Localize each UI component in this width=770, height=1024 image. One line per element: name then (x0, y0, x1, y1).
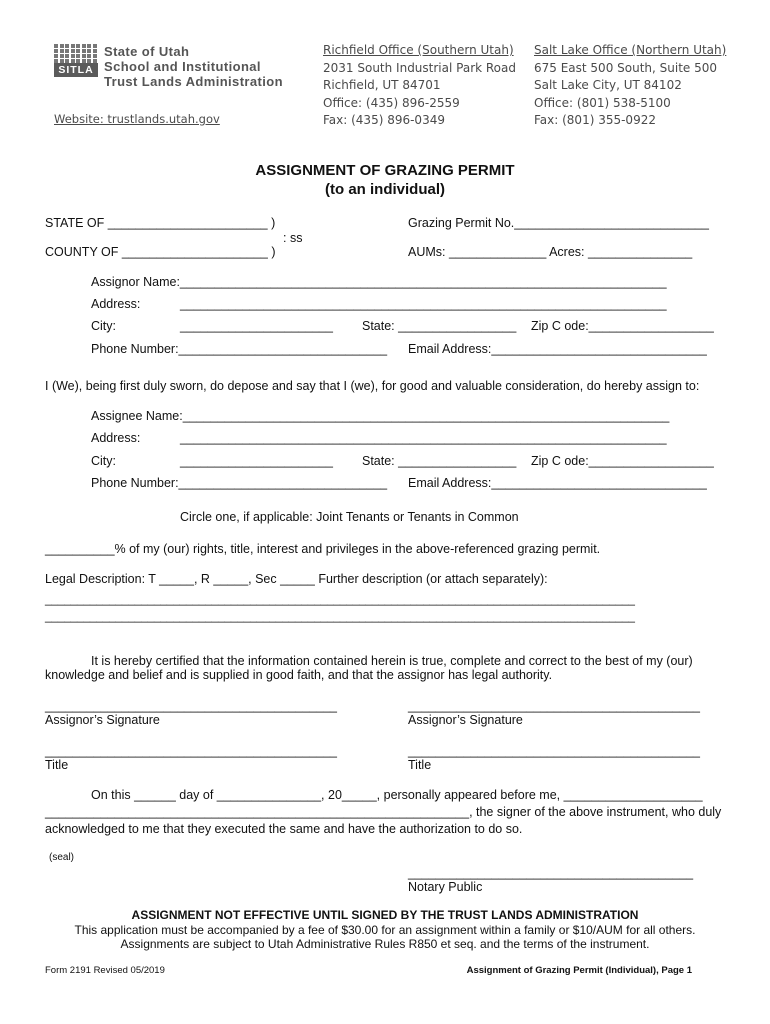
logo-grid-cell (60, 54, 64, 58)
ss-label: : ss (283, 231, 303, 245)
percent-rights-field[interactable]: __________% of my (our) rights, title, interest and privileges in the above-referenced grazing permit. (45, 542, 601, 556)
office-city: Salt Lake City, UT 84102 (534, 78, 682, 93)
logo-grid-cell (87, 54, 91, 58)
office-street: 675 East 500 South, Suite 500 (534, 60, 718, 75)
title-label: Title (45, 758, 69, 772)
form-title: ASSIGNMENT OF GRAZING PERMIT (255, 162, 515, 179)
logo-grid-cell (76, 44, 80, 48)
assignee-state-field[interactable]: State: _________________ (362, 454, 517, 468)
logo-grid-cell (76, 49, 80, 53)
aums-acres-field[interactable]: AUMs: ______________ Acres: _______________ (408, 245, 693, 259)
assignee-city-field[interactable]: ______________________ (180, 454, 333, 468)
legal-description-line[interactable]: ____________________________________________________________________________________________ (45, 609, 635, 623)
logo-grid-cell (93, 54, 97, 58)
sworn-statement: I (We), being first duly sworn, do depose and say that I (we), for good and valuable consideration, do hereby assign to: (45, 379, 700, 393)
assignee-email-field[interactable]: Email Address:_______________________________ (408, 476, 707, 490)
assignor-zip-field[interactable]: Zip C ode:__________________ (531, 319, 714, 333)
assignor-email-field[interactable]: Email Address:_______________________________ (408, 342, 707, 356)
assignor-signature-line[interactable]: __________________________________________ (408, 699, 700, 713)
agency-name-line1: State of Utah (104, 44, 190, 59)
assignor-phone-field[interactable]: Phone Number:______________________________ (91, 342, 388, 356)
title-line[interactable]: __________________________________________ (408, 744, 700, 758)
logo-grid-cell (54, 49, 58, 53)
office-street: 2031 South Industrial Park Road (323, 60, 516, 75)
notary-public-label: Notary Public (408, 880, 483, 894)
assignee-name-field[interactable]: Assignee Name:______________________________________________________________________ (91, 409, 670, 423)
assignee-zip-field[interactable]: Zip C ode:__________________ (531, 454, 714, 468)
office-name: Salt Lake Office (Northern Utah) (534, 43, 727, 57)
agency-name-line2: School and Institutional (104, 59, 261, 74)
assignor-name-field[interactable]: Assignor Name:______________________________________________________________________ (91, 275, 667, 289)
logo-grid-cell (82, 49, 86, 53)
logo-grid-cell (87, 44, 91, 48)
grazing-permit-no-field[interactable]: Grazing Permit No.____________________________ (408, 216, 709, 230)
logo-grid-cell (54, 54, 58, 58)
logo-grid-cell (82, 54, 86, 58)
legal-description-line[interactable]: ____________________________________________________________________________________________ (45, 592, 635, 606)
logo-grid-cell (60, 49, 64, 53)
logo-grid-cell (65, 54, 69, 58)
office-city: Richfield, UT 84701 (323, 78, 441, 93)
county-of-field[interactable]: COUNTY OF _____________________ ) (45, 245, 276, 259)
assignor-signature-label: Assignor’s Signature (408, 713, 523, 727)
assignee-address-field[interactable]: ______________________________________________________________________ (180, 431, 667, 445)
tenancy-choice[interactable]: Circle one, if applicable: Joint Tenants or Tenants in Common (180, 510, 519, 524)
notary-statement-line2[interactable]: _____________________________________________________________, the signer of the above instrument, who duly (45, 805, 722, 819)
assignor-city-field[interactable]: ______________________ (180, 319, 333, 333)
effective-notice: ASSIGNMENT NOT EFFECTIVE UNTIL SIGNED BY THE TRUST LANDS ADMINISTRATION (131, 908, 639, 922)
state-of-field[interactable]: STATE OF _______________________ ) (45, 216, 276, 230)
logo-grid-cell (54, 44, 58, 48)
office-phone: Office: (435) 896-2559 (323, 95, 460, 110)
assignor-address-field[interactable]: ______________________________________________________________________ (180, 297, 667, 311)
website-link[interactable]: Website: trustlands.utah.gov (54, 112, 220, 126)
notary-statement-line3: acknowledged to me that they executed the same and have the authorization to do so. (45, 822, 523, 836)
title-line[interactable]: __________________________________________ (45, 744, 337, 758)
seal-label: (seal) (49, 852, 75, 863)
assignee-city-label: City: (91, 454, 116, 468)
assignor-city-label: City: (91, 319, 116, 333)
office-name: Richfield Office (Southern Utah) (323, 43, 514, 57)
office-fax: Fax: (801) 355-0922 (534, 113, 656, 128)
logo-grid-cell (65, 44, 69, 48)
richfield-office-block (323, 42, 516, 130)
form-subtitle: (to an individual) (325, 181, 445, 198)
salt-lake-office-block (534, 42, 726, 130)
logo-grid-cell (71, 54, 75, 58)
page-label: Assignment of Grazing Permit (Individual), Page 1 (466, 965, 692, 976)
title-label: Title (408, 758, 432, 772)
logo-grid-cell (93, 49, 97, 53)
notary-statement-line1[interactable]: On this ______ day of _______________, 20_____, personally appeared before me, ____________________ (91, 788, 703, 802)
assignor-signature-label: Assignor’s Signature (45, 713, 160, 727)
logo-grid-cell (65, 49, 69, 53)
rules-notice: Assignments are subject to Utah Administrative Rules R850 et seq. and the terms of the instrument. (120, 937, 650, 951)
certification-line2: knowledge and belief and is supplied in good faith, and that the assignor has legal authority. (45, 668, 553, 682)
assignee-phone-field[interactable]: Phone Number:______________________________ (91, 476, 388, 490)
logo-grid-cell (71, 49, 75, 53)
logo-grid-cell (71, 44, 75, 48)
logo-grid-cell (60, 44, 64, 48)
notary-signature-line[interactable]: _________________________________________ (408, 866, 694, 880)
form-number: Form 2191 Revised 05/2019 (45, 965, 165, 976)
sitla-logo-badge: SITLA (54, 63, 98, 77)
assignor-address-label: Address: (91, 297, 141, 311)
assignor-state-field[interactable]: State: _________________ (362, 319, 517, 333)
office-fax: Fax: (435) 896-0349 (323, 113, 445, 128)
office-phone: Office: (801) 538-5100 (534, 95, 671, 110)
legal-description-field[interactable]: Legal Description: T _____, R _____, Sec _____ Further description (or attach separately): (45, 572, 548, 586)
logo-grid-cell (87, 49, 91, 53)
logo-grid-cell (82, 44, 86, 48)
agency-name-line3: Trust Lands Administration (104, 74, 283, 89)
certification-line1: It is hereby certified that the information contained herein is true, complete and correct to the best of my (our) (91, 654, 693, 668)
logo-grid-cell (93, 44, 97, 48)
fee-notice: This application must be accompanied by a fee of $30.00 for an assignment within a family or $10/AUM for all others. (74, 923, 696, 937)
assignor-signature-line[interactable]: __________________________________________ (45, 699, 337, 713)
logo-grid-cell (76, 54, 80, 58)
assignee-address-label: Address: (91, 431, 141, 445)
